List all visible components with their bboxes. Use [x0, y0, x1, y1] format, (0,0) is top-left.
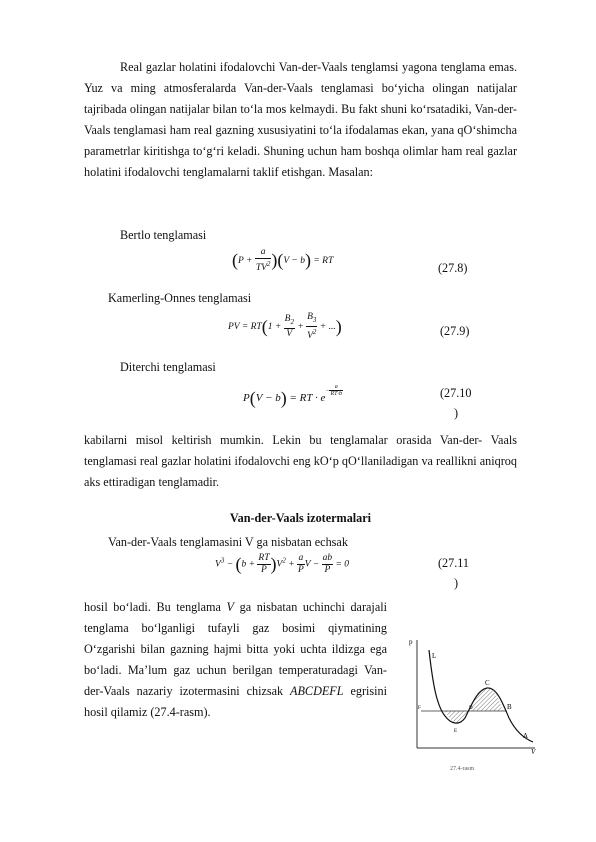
intro-paragraph: Real gazlar holatini ifodalovchi Van-der-Vaals tenglamsi yagona tenglama emas. Yuz va ming atmosferalarda Van-der-Vaals tenglamasi boʻyicha olingan natijalar tajribada olingan natijalar bilan toʻla mos kelmaydi. Bu fakt shuni koʻrsatadiki, Van-der-Vaals tenglamasi ham real gazning xususiyatini toʻla ifodalamas ekan, yana qOʻshimcha parametrlar kiritishga toʻgʻri keladi. Shuning uchun ham boshqa olimlar ham real gazlar holatini ifodalovchi tenglamalarni taklif etishgan. Masalan: — [84, 60, 517, 179]
bertlo-equation: (P + $\frac{a}{TV^2}$ )(V − b) = RT — [232, 247, 334, 274]
solve-intro: Van-der-Vaals tenglamasini V ga nisbatan echsak — [108, 535, 348, 549]
label-L: L — [432, 652, 437, 660]
eq-27-10-close: ) — [454, 406, 459, 420]
vdw-isotherm-figure — [407, 636, 539, 754]
eq-27-11-close: ) — [454, 576, 459, 590]
label-C: C — [485, 679, 490, 687]
label-A: A — [523, 732, 529, 740]
figure-caption: 27.4-rasm — [450, 766, 475, 772]
diterchi-equation: P(V − b) = RT · $e^{- \frac{a}{RT\cdot b}}$ — [243, 384, 342, 408]
section-heading: Van-der-Vaals izotermalari — [229, 511, 372, 525]
label-D: D — [469, 706, 473, 711]
label-F: F — [418, 706, 421, 711]
eq-27-11-number: (27.11 — [438, 556, 470, 570]
bertlo-label: Bertlo tenglamasi — [120, 228, 207, 242]
diterchi-label: Diterchi tenglamasi — [120, 360, 216, 374]
eq-27-8-number: (27.8) — [438, 261, 468, 275]
vdw-cubic-equation: $V^3 - (b$ + $\frac{RT}{P}$ )$V^2$ + $\frac{a}{P}$ V − $\frac{ab}{P}$ = 0 — [215, 553, 350, 575]
eq-27-9-number: (27.9) — [440, 324, 470, 338]
p-axis-label: p — [409, 638, 413, 646]
label-B: B — [507, 703, 512, 711]
kamerling-label: Kamerling-Onnes tenglamasi — [108, 291, 252, 305]
v-axis-label: V — [531, 748, 536, 754]
kamerling-equation: PV = RT(1 + $\frac{B_2}{V}$ + $\frac{B_3}{V^2}$ + ...) — [228, 312, 342, 342]
result-paragraph: hosil boʻladi. Bu tenglama V ga nisbatan uchinchi darajali tenglama boʻlganligi tufayli gaz bosimi qiymatining Oʻzgarishi bilan gazning hajmi bitta yoki uchta ildizga ega boʻladi. Maʼlum gaz uchun berilgan temperaturadagi Van-der-Vaals nazariy izotermasini chizsak ABCDEFL egrisini hosil qilamiz (27.4-rasm). — [84, 600, 388, 719]
label-E: E — [454, 729, 458, 734]
eq-27-10-number: (27.10 — [440, 386, 472, 400]
conclusion-paragraph: kabilarni misol keltirish mumkin. Lekin bu tenglamalar orasida Van-der- Vaals tenglamasi real gazlar holatini ifodalovchi eng kOʻp qOʻllaniladigan va reallikni aniqroq aks ettiradigan tenglamadir. — [84, 433, 517, 489]
